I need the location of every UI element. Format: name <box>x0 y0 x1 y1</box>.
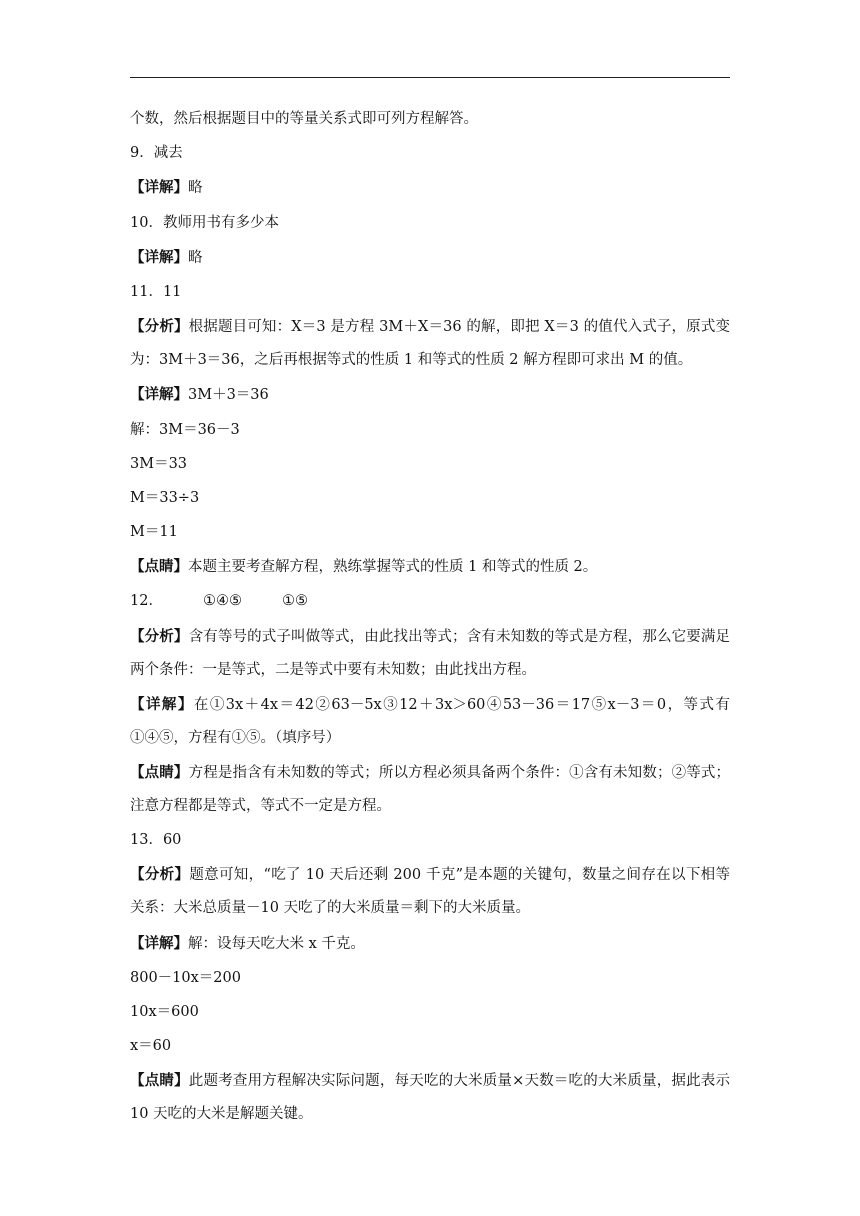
detail-tag: 【详解】 <box>130 248 188 266</box>
equation-step: 800－10x＝200 <box>130 969 241 986</box>
comment-paragraph <box>130 756 730 823</box>
detail-text: 3M＋3＝36 <box>188 387 269 404</box>
answer-13: 13．60 <box>130 832 182 849</box>
analysis-text: 含有等号的式子叫做等式，由此找出等式；含有未知数的等式是方程，那么它要满足两个条件：一是等式，二是等式中要有未知数；由此找出方程。 <box>130 628 731 678</box>
equation-step: 3M＝33 <box>130 455 188 472</box>
analysis-paragraph <box>130 310 730 377</box>
comment-tag: 【点睛】 <box>130 558 188 576</box>
header-rule <box>130 77 730 78</box>
detail-text: 略 <box>188 180 203 197</box>
detail-tag: 【详解】 <box>130 179 188 197</box>
analysis-tag: 【分析】 <box>130 318 189 336</box>
document-body <box>130 108 730 1138</box>
comment-text: 此题考查用方程解决实际问题，每天吃的大米质量×天数＝吃的大米质量，据此表示 10 天吃的大米是解题关键。 <box>130 1073 731 1123</box>
comment-paragraph <box>130 1064 730 1131</box>
comment-text: 方程是指含有未知数的等式；所以方程必须具备两个条件：①含有未知数；②等式；注意方程都是等式，等式不一定是方程。 <box>130 765 731 814</box>
detail-line <box>130 383 730 407</box>
equation-step: M＝33÷3 <box>130 489 200 506</box>
text-line: 个数，然后根据题目中的等量关系式即可列方程解答。 <box>130 111 478 127</box>
analysis-text: 题意可知，“吃了 10 天后还剩 200 千克”是本题的关键句，数量之间存在以下相等关系：大米总质量－10 天吃了的大米质量＝剩下的大米质量。 <box>130 867 730 917</box>
analysis-text: 根据题目可知：X＝3 是方程 3M＋X＝36 的解，即把 X＝3 的值代入式子，原式变为：3M＋3＝36，之后再根据等式的性质 1 和等式的性质 2 解方程即可求出 M 的值。 <box>130 319 730 369</box>
question-number: 12． <box>130 593 163 610</box>
comment-line <box>130 555 730 579</box>
answer-blank-2: ①⑤ <box>281 593 308 610</box>
analysis-tag: 【分析】 <box>130 866 190 884</box>
analysis-paragraph <box>130 620 730 687</box>
detail-line <box>130 932 730 956</box>
detail-tag: 【详解】 <box>130 695 194 713</box>
answer-9: 9．减去 <box>130 145 183 162</box>
answer-blank-1: ①④⑤ <box>202 593 242 610</box>
detail-line <box>130 246 730 270</box>
answer-11: 11．11 <box>130 283 182 300</box>
comment-tag: 【点睛】 <box>130 764 189 781</box>
equation-step: 解：3M＝36－3 <box>130 421 240 438</box>
detail-paragraph <box>130 688 730 755</box>
answer-10: 10．教师用书有多少本 <box>130 214 279 231</box>
comment-text: 本题主要考查解方程，熟练掌握等式的性质 1 和等式的性质 2。 <box>188 559 598 576</box>
detail-text: 在①3x＋4x＝42②63－5x③12＋3x＞60④53－36＝17⑤x－3＝0，等式有①④⑤，方程有①⑤。（填序号） <box>130 696 730 746</box>
equation-step: M＝11 <box>130 524 178 541</box>
analysis-paragraph <box>130 858 730 925</box>
detail-tag: 【详解】 <box>130 386 188 404</box>
equation-step: x＝60 <box>130 1038 172 1055</box>
detail-text: 解：设每天吃大米 x 千克。 <box>188 935 365 952</box>
detail-line <box>130 176 730 200</box>
analysis-tag: 【分析】 <box>130 627 189 645</box>
detail-tag: 【详解】 <box>130 934 188 952</box>
comment-tag: 【点睛】 <box>130 1072 189 1090</box>
answer-12 <box>130 590 730 613</box>
detail-text: 略 <box>188 249 203 266</box>
equation-step: 10x＝600 <box>130 1003 199 1020</box>
